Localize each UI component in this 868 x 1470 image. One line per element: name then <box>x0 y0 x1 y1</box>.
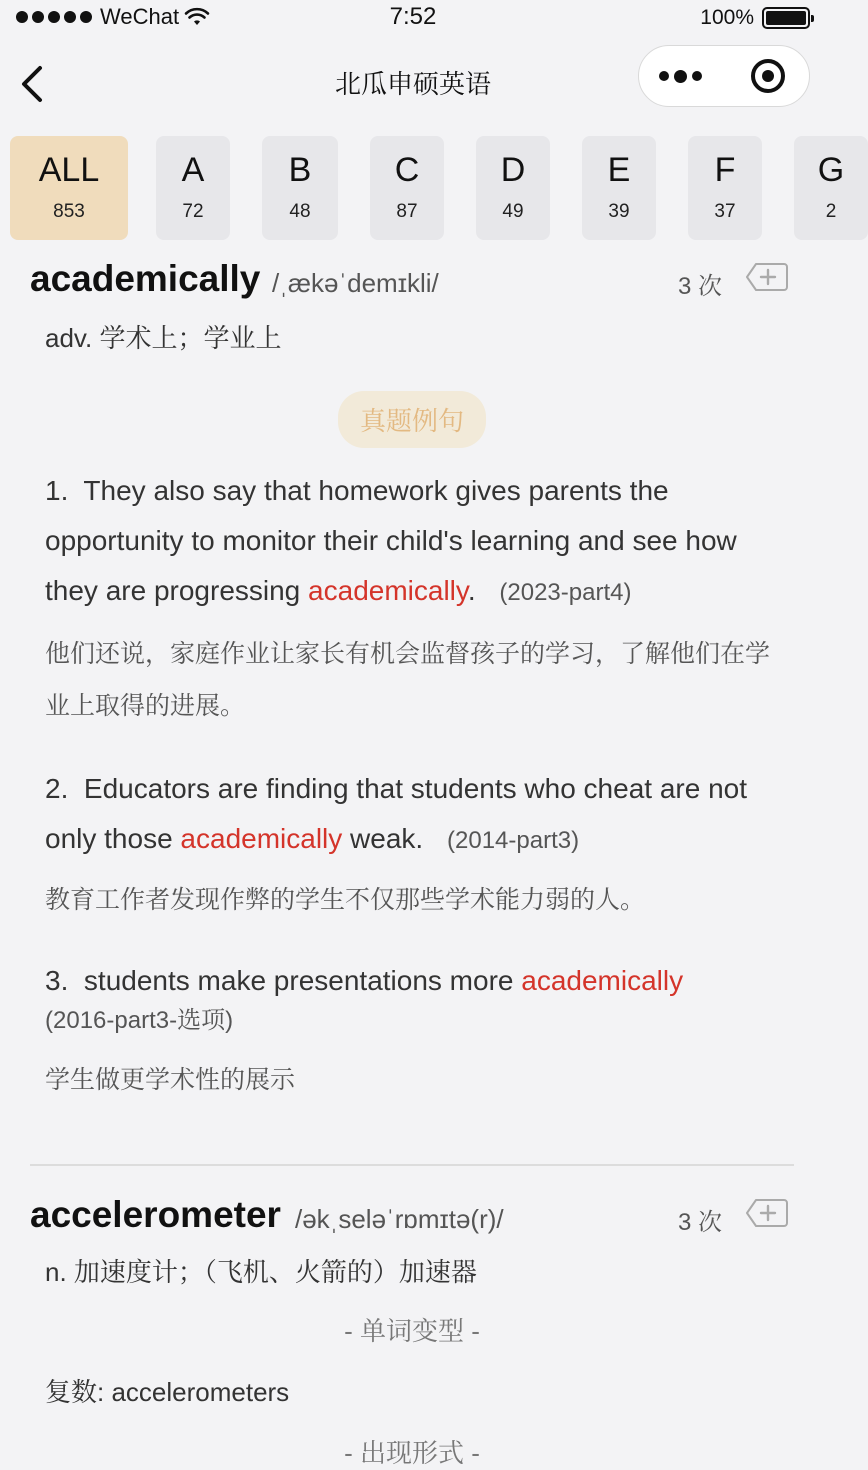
battery-status <box>700 6 810 30</box>
tab-letter: B <box>288 151 312 189</box>
tab-letter: E <box>607 151 631 189</box>
page-title: 北瓜申硕英语 <box>334 69 491 99</box>
example-source: (2014-part3) <box>447 827 580 854</box>
tab-count: 48 <box>289 201 311 222</box>
occurrence-count: 3 次 <box>677 273 722 300</box>
example-translation: 学生做更学术性的展示 <box>45 1066 296 1094</box>
example-number: 1. <box>45 475 69 506</box>
status-bar <box>0 0 826 40</box>
word-variant: 复数: accelerometers <box>45 1377 290 1407</box>
example-sentence <box>45 956 794 1036</box>
example-number: 2. <box>45 773 69 804</box>
occurrence-form-header: - 出现形式 - <box>344 1438 480 1468</box>
navigation-bar <box>0 40 826 126</box>
tab-g[interactable] <box>794 136 868 240</box>
highlighted-word: academically <box>180 823 343 854</box>
entry-divider <box>30 1164 794 1166</box>
tab-f[interactable] <box>688 136 762 240</box>
more-icon[interactable] <box>659 70 702 83</box>
example-translation: 他们还说，家庭作业让家长有机会监督孩子的学习，了解他们在学业上取得的进展。 <box>45 640 771 720</box>
tab-d[interactable] <box>476 136 550 240</box>
tab-all[interactable] <box>10 136 128 240</box>
phonetic: /ˌækəˈdemɪkli/ <box>272 268 439 298</box>
tab-a[interactable] <box>156 136 230 240</box>
exam-examples-badge <box>30 391 794 448</box>
example-text-end: weak. <box>342 823 424 854</box>
tab-count: 72 <box>182 201 204 222</box>
tab-letter: G <box>817 151 845 189</box>
tab-e[interactable] <box>582 136 656 240</box>
clock: 7:52 <box>389 3 437 30</box>
tab-letter: ALL <box>38 151 100 189</box>
battery-percent: 100% <box>700 6 754 29</box>
example-number: 3. <box>45 965 69 996</box>
example-translation: 教育工作者发现作弊的学生不仅那些学术能力弱的人。 <box>45 886 646 914</box>
add-to-wordbook-icon[interactable] <box>746 262 788 292</box>
example-sentence <box>45 764 794 866</box>
tab-count: 2 <box>825 201 837 222</box>
word-title: academically <box>30 258 261 299</box>
tab-letter: D <box>500 151 526 189</box>
example-text: They also say that homework gives parents the opportunity to monitor their child's learning and see how they are progressing <box>45 475 737 606</box>
tab-count: 37 <box>714 201 736 222</box>
definition: n. 加速度计；（飞机、火箭的）加速器 <box>45 1257 477 1287</box>
example-source: (2016-part3-选项) <box>45 1007 234 1034</box>
tab-count: 49 <box>502 201 524 222</box>
battery-icon <box>762 7 810 29</box>
tab-count: 39 <box>608 201 630 222</box>
highlighted-word: academically <box>521 965 684 996</box>
word-header <box>30 1194 794 1244</box>
word-entry <box>30 258 794 1106</box>
close-miniprogram-icon[interactable] <box>751 59 785 93</box>
word-entry <box>30 1194 794 1470</box>
carrier-name: WeChat <box>100 4 180 29</box>
highlighted-word: academically <box>308 575 468 606</box>
example-sentence <box>45 466 794 618</box>
tab-letter: F <box>714 151 736 189</box>
tab-count: 87 <box>396 201 418 222</box>
miniprogram-capsule <box>638 45 810 107</box>
add-to-wordbook-icon[interactable] <box>746 1198 788 1228</box>
tab-letter: A <box>181 151 205 189</box>
occurrence-count: 3 次 <box>677 1209 722 1236</box>
tab-count: 853 <box>53 201 85 222</box>
word-header <box>30 258 794 308</box>
example-source: (2023-part4) <box>499 579 632 606</box>
tab-c[interactable] <box>370 136 444 240</box>
letter-filter-tabs <box>10 136 845 242</box>
phonetic: /əkˌseləˈrɒmɪtə(r)/ <box>295 1204 504 1234</box>
tab-b[interactable] <box>262 136 338 240</box>
example-text: Educators are finding that students who cheat are not only those <box>45 773 748 854</box>
example-text-end: . <box>467 575 476 606</box>
section-label: 真题例句 <box>338 391 486 448</box>
example-text: students make presentations more <box>83 965 522 996</box>
tab-letter: C <box>394 151 420 189</box>
word-title: accelerometer <box>30 1194 281 1235</box>
word-variant-header: - 单词变型 - <box>344 1316 480 1346</box>
definition: adv. 学术上；学业上 <box>45 323 282 353</box>
